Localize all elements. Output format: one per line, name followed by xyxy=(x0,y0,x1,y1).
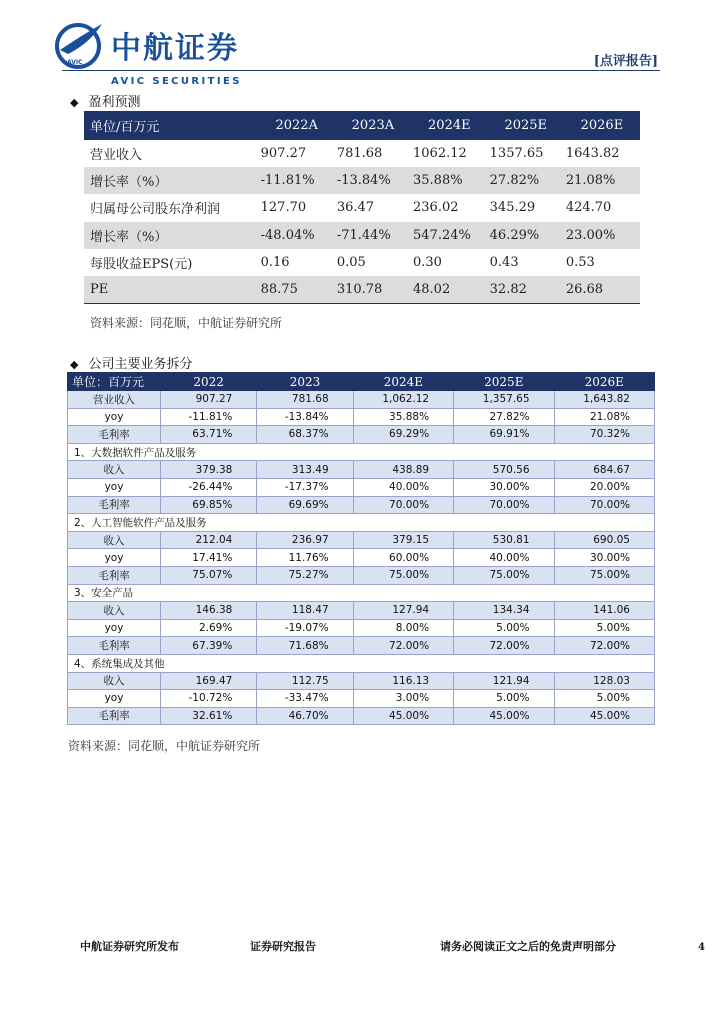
table-cell: 71.68% xyxy=(257,637,353,655)
table-cell: 69.29% xyxy=(353,426,453,444)
table-cell: 684.67 xyxy=(554,461,654,479)
table-cell: -13.84% xyxy=(257,408,353,426)
table-cell: 36.47 xyxy=(336,200,375,216)
table-cell: 32.61% xyxy=(161,707,257,725)
table-cell: 21.08% xyxy=(564,167,640,194)
table-cell: 5.00% xyxy=(454,619,554,637)
segment-group-label: 3、安全产品 xyxy=(68,584,655,602)
table-cell: 88.75 xyxy=(259,276,335,304)
table-cell: 75.00% xyxy=(554,566,654,584)
table-cell: 236.02 xyxy=(413,200,459,216)
row-label: yoy xyxy=(68,478,161,496)
table-cell: 69.69% xyxy=(257,496,353,514)
table-cell: 35.88% xyxy=(353,408,453,426)
table-cell: 1062.12 xyxy=(413,146,467,162)
table-cell: 72.00% xyxy=(454,637,554,655)
column-header: 2025E xyxy=(454,373,554,391)
row-label: yoy xyxy=(68,549,161,567)
diamond-bullet-icon: ◆ xyxy=(70,96,79,109)
table-cell: 35.88% xyxy=(411,167,488,194)
brand-name-en: AVIC SECURITIES xyxy=(111,76,242,87)
row-label: 收入 xyxy=(68,602,161,620)
table-cell: 45.00% xyxy=(454,707,554,725)
table-row xyxy=(68,426,655,444)
segment-group-row xyxy=(68,514,655,532)
table-cell: 690.05 xyxy=(554,531,654,549)
table-cell: 781.68 xyxy=(257,391,353,409)
table-row xyxy=(68,408,655,426)
table-row xyxy=(68,531,655,549)
column-header: 2024E xyxy=(353,373,453,391)
table-cell: 127.94 xyxy=(353,602,453,620)
table-cell: 781.68 xyxy=(336,146,383,162)
table-row xyxy=(84,222,640,249)
row-label: 收入 xyxy=(68,672,161,690)
diamond-bullet-icon: ◆ xyxy=(70,358,79,371)
table-cell: 72.00% xyxy=(353,637,453,655)
row-label: 收入 xyxy=(68,531,161,549)
table-header-row xyxy=(68,373,655,391)
table-cell: -10.72% xyxy=(161,690,257,708)
table-cell: 379.15 xyxy=(353,531,453,549)
segment-group-label: 4、系统集成及其他 xyxy=(68,654,655,672)
table-cell: -11.81% xyxy=(259,167,335,194)
table-cell: 907.27 xyxy=(161,391,257,409)
table-cell: 72.00% xyxy=(554,637,654,655)
table-row xyxy=(84,167,640,194)
table-cell: 128.03 xyxy=(554,672,654,690)
table-cell: 0.05 xyxy=(336,254,366,270)
table-row xyxy=(68,391,655,409)
table-cell: 46.70% xyxy=(257,707,353,725)
row-label: 收入 xyxy=(68,461,161,479)
table-cell: 116.13 xyxy=(353,672,453,690)
table-cell: 45.00% xyxy=(353,707,453,725)
table-row xyxy=(84,194,640,221)
avic-logo-icon xyxy=(54,20,104,70)
row-label: PE xyxy=(84,276,259,304)
segment-group-label: 2、人工智能软件产品及服务 xyxy=(68,514,655,532)
table-cell: 75.00% xyxy=(454,566,554,584)
table-cell: 75.00% xyxy=(353,566,453,584)
column-header: 单位：百万元 xyxy=(68,373,161,391)
table-cell: -13.84% xyxy=(335,167,411,194)
segment-group-row xyxy=(68,584,655,602)
table-cell: 26.68 xyxy=(564,276,640,304)
table-cell: 570.56 xyxy=(454,461,554,479)
table-cell: 45.00% xyxy=(554,707,654,725)
table-row xyxy=(68,637,655,655)
segment-group-row xyxy=(68,443,655,461)
row-label: 增长率（%） xyxy=(84,167,259,194)
row-label: 营业收入 xyxy=(90,148,143,164)
table-cell: 70.00% xyxy=(353,496,453,514)
table-cell: 134.34 xyxy=(454,602,554,620)
table-cell: 69.91% xyxy=(454,426,554,444)
table-cell: 5.00% xyxy=(454,690,554,708)
company-logo xyxy=(54,20,254,87)
table-cell: 27.82% xyxy=(488,167,564,194)
table-cell: 21.08% xyxy=(554,408,654,426)
table-cell: 121.94 xyxy=(454,672,554,690)
table-cell: 310.78 xyxy=(335,276,411,304)
profit-forecast-table xyxy=(84,111,640,304)
table-cell: 1,062.12 xyxy=(353,391,453,409)
table-cell: 313.49 xyxy=(257,461,353,479)
table-cell: 46.29% xyxy=(488,222,564,249)
table-cell: 20.00% xyxy=(554,478,654,496)
table-row xyxy=(68,496,655,514)
table-cell: 0.30 xyxy=(413,254,442,270)
header-divider xyxy=(62,70,660,71)
row-label: yoy xyxy=(68,619,161,637)
section-title-profit-forecast: ◆ 盈利预测 xyxy=(70,95,141,110)
table-cell: 1,643.82 xyxy=(554,391,654,409)
row-label: 毛利率 xyxy=(68,707,161,725)
row-label: 毛利率 xyxy=(68,496,161,514)
row-label: 营业收入 xyxy=(68,391,161,409)
table-cell: -17.37% xyxy=(257,478,353,496)
source-note: 资料来源：同花顺，中航证券研究所 xyxy=(90,316,283,330)
table-cell: 424.70 xyxy=(565,200,612,216)
row-label: yoy xyxy=(68,408,161,426)
table-cell: 68.37% xyxy=(257,426,353,444)
table-cell: 30.00% xyxy=(554,549,654,567)
row-label: 毛利率 xyxy=(68,426,161,444)
table-cell: 127.70 xyxy=(260,200,307,216)
table-cell: 67.39% xyxy=(161,637,257,655)
table-cell: 236.97 xyxy=(257,531,353,549)
table-cell: 907.27 xyxy=(260,146,307,162)
table-cell: 48.02 xyxy=(411,276,488,304)
table-cell: 40.00% xyxy=(353,478,453,496)
table-cell: 345.29 xyxy=(489,200,536,216)
row-label: 归属母公司股东净利润 xyxy=(90,202,221,218)
table-cell: 3.00% xyxy=(353,690,453,708)
column-header: 2026E xyxy=(564,111,640,140)
column-header: 2023 xyxy=(257,373,353,391)
table-cell: 17.41% xyxy=(161,549,257,567)
table-cell: 70.32% xyxy=(554,426,654,444)
row-label: 每股收益EPS(元) xyxy=(90,256,193,272)
footer-disclaimer: 请务必阅读正文之后的免责声明部分 xyxy=(440,940,616,953)
table-row xyxy=(68,690,655,708)
table-row xyxy=(68,672,655,690)
segment-group-label: 1、大数据软件产品及服务 xyxy=(68,443,655,461)
table-cell: 379.38 xyxy=(161,461,257,479)
footer-report-label: 证券研究报告 xyxy=(250,940,316,953)
table-cell: 60.00% xyxy=(353,549,453,567)
table-row xyxy=(84,249,640,276)
table-cell: 1643.82 xyxy=(565,146,620,162)
segment-group-row xyxy=(68,654,655,672)
table-cell: -48.04% xyxy=(259,222,335,249)
table-header-row xyxy=(84,111,640,140)
table-cell: 547.24% xyxy=(411,222,488,249)
table-cell: 141.06 xyxy=(554,602,654,620)
brand-name-cn: 中航证券 xyxy=(111,31,239,66)
table-cell: 5.00% xyxy=(554,690,654,708)
table-row xyxy=(84,276,640,304)
table-cell: 27.82% xyxy=(454,408,554,426)
row-label: 增长率（%） xyxy=(84,222,259,249)
page-number: 4 xyxy=(698,942,705,953)
table-cell: 30.00% xyxy=(454,478,554,496)
source-note: 资料来源：同花顺，中航证券研究所 xyxy=(68,739,261,753)
table-cell: 169.47 xyxy=(161,672,257,690)
table-cell: -71.44% xyxy=(335,222,411,249)
table-cell: 5.00% xyxy=(554,619,654,637)
table-cell: 11.76% xyxy=(257,549,353,567)
table-cell: 75.27% xyxy=(257,566,353,584)
logo-badge-text: AVIC xyxy=(67,59,83,66)
column-header: 2024E xyxy=(411,111,488,140)
table-row xyxy=(68,478,655,496)
table-row xyxy=(68,549,655,567)
table-cell: 23.00% xyxy=(564,222,640,249)
column-header: 2026E xyxy=(554,373,654,391)
table-row xyxy=(68,602,655,620)
table-row xyxy=(68,707,655,725)
table-cell: 8.00% xyxy=(353,619,453,637)
segment-breakdown-table xyxy=(67,372,655,725)
table-row xyxy=(84,140,640,167)
section-title-segments: ◆ 公司主要业务拆分 xyxy=(70,357,193,372)
column-header: 2022 xyxy=(161,373,257,391)
table-cell: 40.00% xyxy=(454,549,554,567)
table-cell: 438.89 xyxy=(353,461,453,479)
row-label: 毛利率 xyxy=(68,566,161,584)
table-row xyxy=(68,566,655,584)
table-cell: 530.81 xyxy=(454,531,554,549)
table-row xyxy=(68,461,655,479)
column-header: 2025E xyxy=(488,111,564,140)
report-type-label: [点评报告] xyxy=(593,54,658,69)
table-cell: 0.53 xyxy=(565,254,595,270)
table-cell: -19.07% xyxy=(257,619,353,637)
table-cell: 212.04 xyxy=(161,531,257,549)
table-cell: 1357.65 xyxy=(489,146,544,162)
table-cell: 1,357.65 xyxy=(454,391,554,409)
table-cell: 63.71% xyxy=(161,426,257,444)
column-header: 单位/百万元 xyxy=(84,111,259,140)
table-cell: -11.81% xyxy=(161,408,257,426)
table-cell: 70.00% xyxy=(554,496,654,514)
table-row xyxy=(68,619,655,637)
table-cell: 32.82 xyxy=(488,276,564,304)
table-cell: 146.38 xyxy=(161,602,257,620)
row-label: 毛利率 xyxy=(68,637,161,655)
footer-publisher: 中航证券研究所发布 xyxy=(80,940,179,953)
column-header: 2023A xyxy=(335,111,411,140)
table-cell: -26.44% xyxy=(161,478,257,496)
table-cell: -33.47% xyxy=(257,690,353,708)
row-label: yoy xyxy=(68,690,161,708)
table-cell: 118.47 xyxy=(257,602,353,620)
table-cell: 0.43 xyxy=(489,254,519,270)
table-cell: 69.85% xyxy=(161,496,257,514)
table-cell: 2.69% xyxy=(161,619,257,637)
table-cell: 70.00% xyxy=(454,496,554,514)
table-cell: 112.75 xyxy=(257,672,353,690)
table-cell: 75.07% xyxy=(161,566,257,584)
column-header: 2022A xyxy=(259,111,335,140)
table-cell: 0.16 xyxy=(260,254,290,270)
